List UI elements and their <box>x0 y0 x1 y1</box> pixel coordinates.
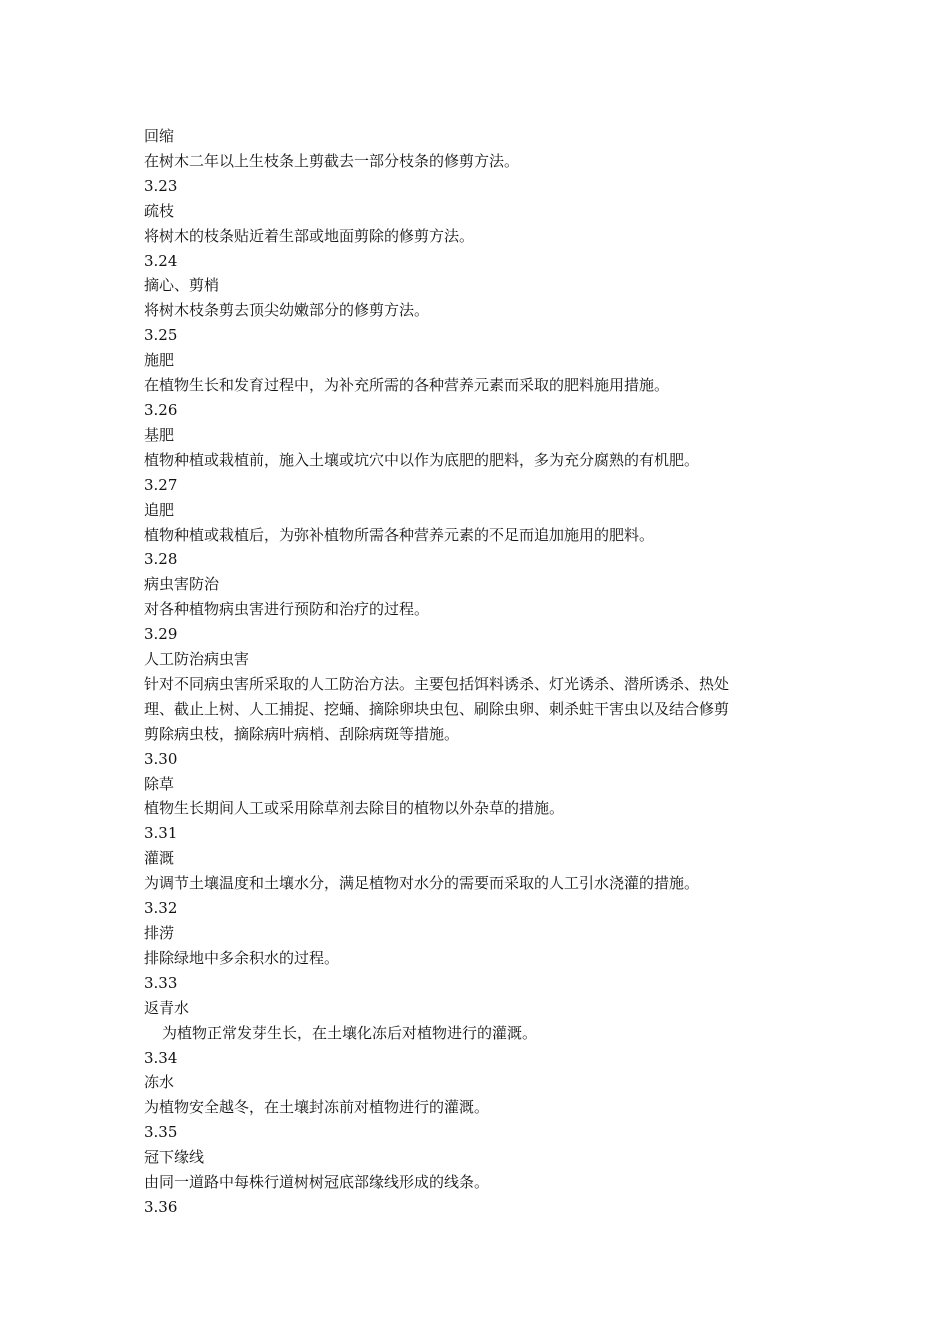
term-title: 基肥 <box>144 425 175 444</box>
term-title: 疏枝 <box>144 201 175 220</box>
term-title: 施肥 <box>144 351 175 370</box>
term-definition: 植物种植或栽植前，施入土壤或坑穴中以作为底肥的肥料，多为充分腐熟的有机肥。 <box>144 450 700 469</box>
term-definition: 将树木枝条剪去顶尖幼嫩部分的修剪方法。 <box>144 301 430 320</box>
term-title: 人工防治病虫害 <box>144 650 250 669</box>
term-definition: 将树木的枝条贴近着生部或地面剪除的修剪方法。 <box>144 226 475 245</box>
term-definition: 植物种植或栽植后，为弥补植物所需各种营养元素的不足而追加施用的肥料。 <box>144 525 655 544</box>
section-number: 3.29 <box>144 625 178 644</box>
section-number: 3.25 <box>144 326 178 345</box>
term-title: 返青水 <box>144 998 190 1017</box>
term-title: 除草 <box>144 774 175 793</box>
term-definition: 对各种植物病虫害进行预防和治疗的过程。 <box>144 600 430 619</box>
term-definition: 理、截止上树、人工捕捉、挖蛹、摘除卵块虫包、刷除虫卵、刺杀蛀干害虫以及结合修剪 <box>144 699 730 718</box>
term-title: 排涝 <box>144 924 175 942</box>
section-number: 3.30 <box>144 749 178 768</box>
term-definition: 由同一道路中每株行道树树冠底部缘线形成的线条。 <box>144 1173 490 1192</box>
term-definition: 剪除病虫枝，摘除病叶病梢、刮除病斑等措施。 <box>144 724 460 743</box>
section-number: 3.23 <box>144 176 178 195</box>
term-title: 病虫害防治 <box>144 575 220 594</box>
term-title: 灌溉 <box>144 849 175 868</box>
section-number: 3.26 <box>144 400 178 419</box>
section-number: 3.35 <box>144 1123 178 1142</box>
term-definition: 在植物生长和发育过程中，为补充所需的各种营养元素而采取的肥料施用措施。 <box>144 376 670 395</box>
term-definition: 排除绿地中多余积水的过程。 <box>144 948 340 967</box>
section-number: 3.27 <box>144 475 178 494</box>
term-title: 回缩 <box>144 127 175 145</box>
term-definition: 为植物安全越冬，在土壤封冻前对植物进行的灌溉。 <box>144 1098 490 1117</box>
section-number: 3.34 <box>144 1048 178 1067</box>
term-definition: 在树木二年以上生枝条上剪截去一部分枝条的修剪方法。 <box>144 151 520 170</box>
term-definition: 针对不同病虫害所采取的人工防治方法。主要包括饵料诱杀、灯光诱杀、潜所诱杀、热处 <box>144 674 730 693</box>
term-definition: 为调节土壤温度和土壤水分，满足植物对水分的需要而采取的人工引水浇灌的措施。 <box>144 874 700 893</box>
section-number: 3.32 <box>144 899 178 918</box>
section-number: 3.36 <box>144 1197 178 1216</box>
term-title: 追肥 <box>144 500 175 519</box>
section-number: 3.24 <box>144 251 178 270</box>
section-number: 3.28 <box>144 550 178 569</box>
term-title: 冠下缘线 <box>144 1148 205 1167</box>
section-number: 3.31 <box>144 824 178 843</box>
term-title: 冻水 <box>144 1073 175 1092</box>
document-page <box>144 124 824 1220</box>
term-title: 摘心、剪梢 <box>144 276 220 295</box>
section-number: 3.33 <box>144 973 178 992</box>
term-definition: 植物生长期间人工或采用除草剂去除目的植物以外杂草的措施。 <box>144 799 565 818</box>
term-definition: 为植物正常发芽生长，在土壤化冻后对植物进行的灌溉。 <box>162 1023 538 1042</box>
